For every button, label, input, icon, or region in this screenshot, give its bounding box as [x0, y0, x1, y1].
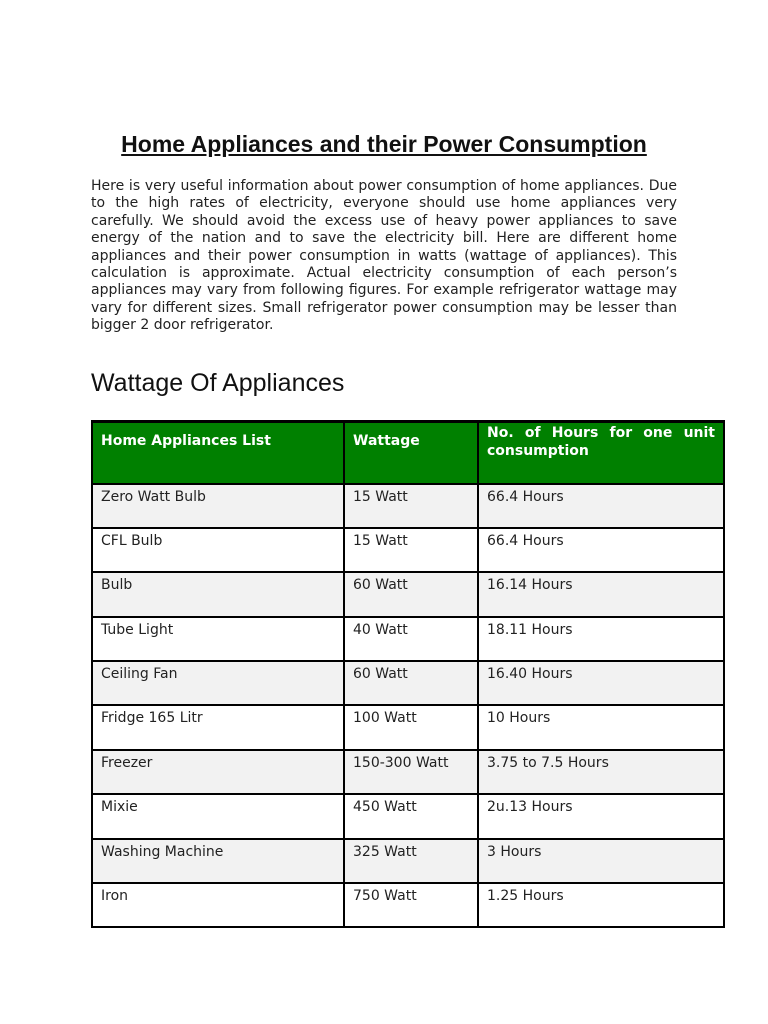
cell-appliance: Tube Light	[92, 617, 344, 661]
cell-hours: 3.75 to 7.5 Hours	[478, 750, 724, 794]
header-hours: No. of Hours for one unit consumption	[478, 422, 724, 484]
table-row	[92, 883, 724, 927]
cell-wattage: 60 Watt	[344, 572, 478, 616]
cell-hours: 16.40 Hours	[478, 661, 724, 705]
intro-paragraph: Here is very useful information about power consumption of home appliances. Due to the high rates of electricity, everyone should use home appliances very carefully. We should avoid the excess use of heavy power appliances to save energy of the nation and to save the electricity bill. Here are different home appliances and their power consumption in watts (wattage of appliances). This calculation is approximate. Actual electricity consumption of each person’s appliances may vary from following figures. For example refrigerator wattage may vary for different sizes. Small refrigerator power consumption may be lesser than bigger 2 door refrigerator.	[91, 178, 677, 334]
table-row	[92, 839, 724, 883]
table-row	[92, 705, 724, 749]
cell-appliance: Washing Machine	[92, 839, 344, 883]
table-row	[92, 794, 724, 838]
cell-hours: 66.4 Hours	[478, 484, 724, 528]
cell-appliance: Fridge 165 Litr	[92, 705, 344, 749]
cell-appliance: Zero Watt Bulb	[92, 484, 344, 528]
appliance-wattage-table	[91, 420, 725, 928]
cell-appliance: Bulb	[92, 572, 344, 616]
cell-hours: 18.11 Hours	[478, 617, 724, 661]
page-title: Home Appliances and their Power Consumption	[121, 131, 647, 157]
document-body	[91, 128, 677, 399]
table-row	[92, 572, 724, 616]
cell-wattage: 15 Watt	[344, 484, 478, 528]
table-row	[92, 750, 724, 794]
cell-wattage: 750 Watt	[344, 883, 478, 927]
header-wattage: Wattage	[344, 422, 478, 484]
cell-wattage: 15 Watt	[344, 528, 478, 572]
cell-wattage: 325 Watt	[344, 839, 478, 883]
cell-appliance: Freezer	[92, 750, 344, 794]
cell-hours: 66.4 Hours	[478, 528, 724, 572]
cell-wattage: 450 Watt	[344, 794, 478, 838]
cell-appliance: Iron	[92, 883, 344, 927]
cell-wattage: 100 Watt	[344, 705, 478, 749]
cell-appliance: Mixie	[92, 794, 344, 838]
table-row	[92, 617, 724, 661]
cell-hours: 2u.13 Hours	[478, 794, 724, 838]
table-row	[92, 484, 724, 528]
cell-appliance: Ceiling Fan	[92, 661, 344, 705]
table-header-row	[92, 422, 724, 484]
cell-wattage: 60 Watt	[344, 661, 478, 705]
table-row	[92, 528, 724, 572]
cell-wattage: 40 Watt	[344, 617, 478, 661]
cell-hours: 16.14 Hours	[478, 572, 724, 616]
cell-appliance: CFL Bulb	[92, 528, 344, 572]
cell-wattage: 150-300 Watt	[344, 750, 478, 794]
header-appliance: Home Appliances List	[92, 422, 344, 484]
cell-hours: 10 Hours	[478, 705, 724, 749]
table-row	[92, 661, 724, 705]
section-heading: Wattage Of Appliances	[91, 368, 345, 397]
cell-hours: 1.25 Hours	[478, 883, 724, 927]
cell-hours: 3 Hours	[478, 839, 724, 883]
